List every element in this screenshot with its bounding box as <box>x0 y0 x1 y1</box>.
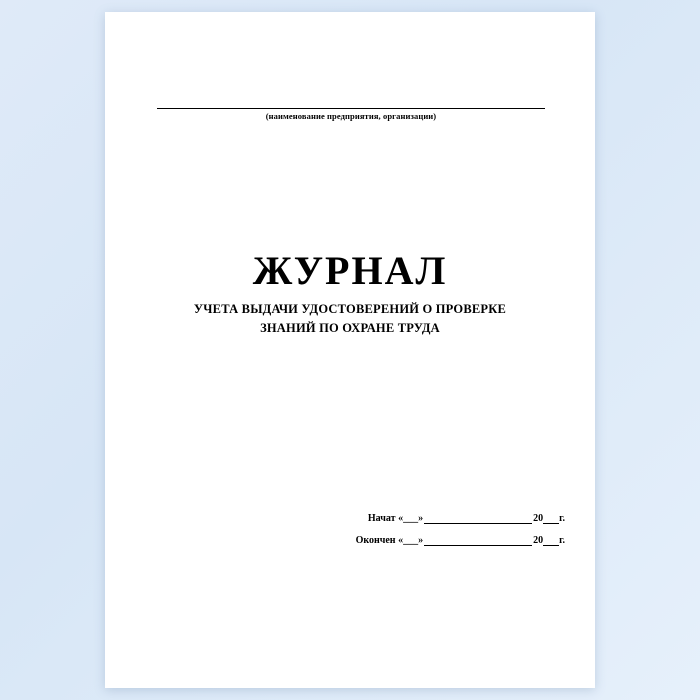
start-date-label: Начат «___» <box>367 513 424 524</box>
document-subtitle-line-1: УЧЕТА ВЫДАЧИ УДОСТОВЕРЕНИЙ О ПРОВЕРКЕ <box>193 302 507 316</box>
finish-date-blank-line <box>424 534 532 546</box>
start-date-year-prefix: 20 <box>533 513 544 524</box>
organization-name-field <box>157 90 545 121</box>
finish-date-year-suffix: г. <box>559 535 565 546</box>
start-date-blank-line <box>424 512 532 524</box>
title-block <box>135 250 565 339</box>
finish-date-row <box>335 524 565 546</box>
organization-name-blank-line <box>157 90 545 109</box>
finish-date-label: Окончен «___» <box>355 535 424 546</box>
start-date-year <box>532 513 565 524</box>
document-sheet <box>105 12 595 688</box>
document-subtitle-line-2: ЗНАНИЙ ПО ОХРАНЕ ТРУДА <box>260 321 440 336</box>
start-date-year-suffix: г. <box>559 513 565 524</box>
document-title: ЖУРНАЛ <box>252 248 448 293</box>
finish-date-year <box>532 535 565 546</box>
start-date-row <box>335 502 565 524</box>
dates-block <box>335 502 565 546</box>
finish-date-year-prefix: 20 <box>533 535 544 546</box>
document-subtitle <box>135 300 565 339</box>
organization-name-caption: (наименование предприятия, организации) <box>265 111 437 121</box>
start-date-year-blank <box>543 513 559 524</box>
finish-date-year-blank <box>543 535 559 546</box>
